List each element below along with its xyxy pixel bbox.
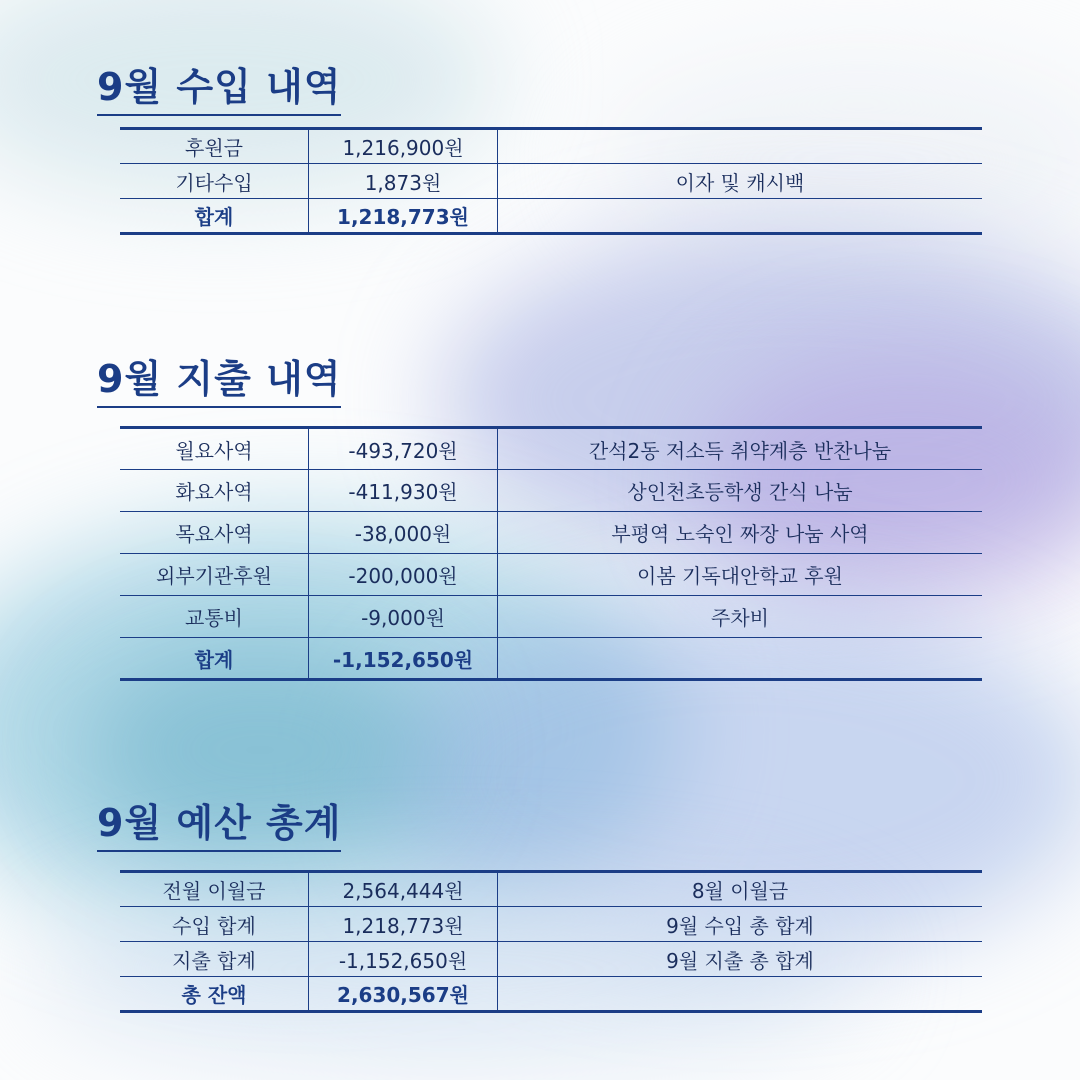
row-amount: 2,564,444원 xyxy=(309,872,498,907)
expense-table xyxy=(120,426,982,681)
row-note: 부평역 노숙인 짜장 나눔 사역 xyxy=(498,512,983,554)
table-row xyxy=(120,942,982,977)
table-row xyxy=(120,164,982,199)
row-amount: -1,152,650원 xyxy=(309,942,498,977)
total-note xyxy=(498,638,983,680)
row-note: 9월 수입 총 합계 xyxy=(498,907,983,942)
row-amount: -9,000원 xyxy=(309,596,498,638)
row-amount: -38,000원 xyxy=(309,512,498,554)
income-section-header xyxy=(97,64,341,116)
row-item: 목요사역 xyxy=(120,512,309,554)
row-item: 교통비 xyxy=(120,596,309,638)
table-row xyxy=(120,907,982,942)
row-amount: 1,218,773원 xyxy=(309,907,498,942)
row-note: 이자 및 캐시백 xyxy=(498,164,983,199)
budget-table xyxy=(120,870,982,1013)
row-note: 상인천초등학생 간식 나눔 xyxy=(498,470,983,512)
table-row xyxy=(120,596,982,638)
row-item: 지출 합계 xyxy=(120,942,309,977)
row-amount: -411,930원 xyxy=(309,470,498,512)
row-item: 후원금 xyxy=(120,129,309,164)
row-item: 화요사역 xyxy=(120,470,309,512)
total-row xyxy=(120,638,982,680)
income-table xyxy=(120,127,982,235)
row-amount: -200,000원 xyxy=(309,554,498,596)
total-row xyxy=(120,977,982,1012)
total-amount: 1,218,773원 xyxy=(309,199,498,234)
total-label: 합계 xyxy=(120,199,309,234)
budget-title: 9월 예산 총계 xyxy=(97,800,341,852)
table-row xyxy=(120,872,982,907)
row-amount: 1,873원 xyxy=(309,164,498,199)
table-row xyxy=(120,470,982,512)
total-label: 합계 xyxy=(120,638,309,680)
table-row xyxy=(120,428,982,470)
table-row xyxy=(120,512,982,554)
table-row xyxy=(120,129,982,164)
row-note: 간석2동 저소득 취약계층 반찬나눔 xyxy=(588,438,892,463)
row-item: 월요사역 xyxy=(120,428,309,470)
row-amount: -493,720원 xyxy=(309,428,498,470)
expense-section-header xyxy=(97,356,341,408)
row-amount: 1,216,900원 xyxy=(309,129,498,164)
row-item: 전월 이월금 xyxy=(120,872,309,907)
row-note: 8월 이월금 xyxy=(691,879,789,903)
row-item: 외부기관후원 xyxy=(120,554,309,596)
income-title: 9월 수입 내역 xyxy=(97,64,341,116)
total-note xyxy=(498,199,983,234)
budget-section-header xyxy=(97,800,341,852)
row-item: 수입 합계 xyxy=(120,907,309,942)
total-label: 총 잔액 xyxy=(120,977,309,1012)
total-amount: -1,152,650원 xyxy=(309,638,498,680)
table-row xyxy=(120,554,982,596)
total-row xyxy=(120,199,982,234)
row-note xyxy=(498,129,983,164)
row-note: 이봄 기독대안학교 후원 xyxy=(498,554,983,596)
total-note xyxy=(498,977,983,1012)
total-amount: 2,630,567원 xyxy=(309,977,498,1012)
expense-title: 9월 지출 내역 xyxy=(97,356,341,408)
row-item: 기타수입 xyxy=(120,164,309,199)
row-note: 주차비 xyxy=(498,596,983,638)
row-note: 9월 지출 총 합계 xyxy=(498,942,983,977)
